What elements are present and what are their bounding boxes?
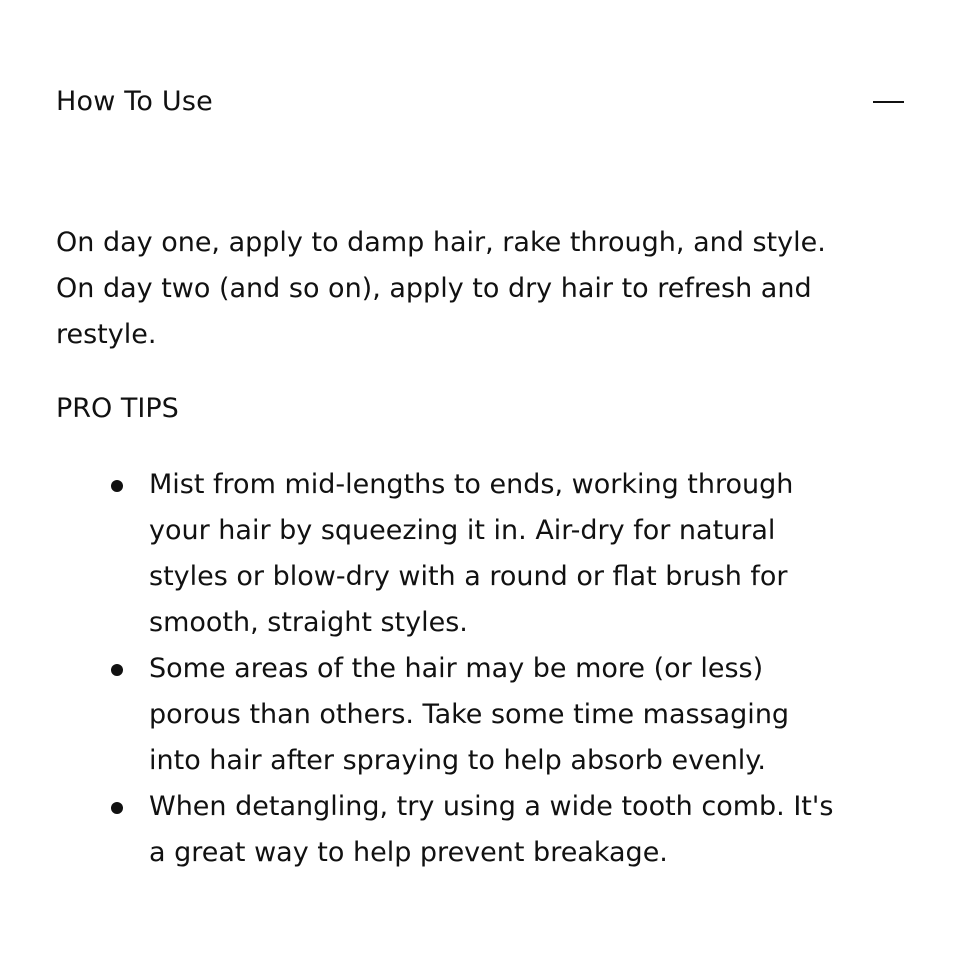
list-item [56, 784, 849, 876]
list-item [56, 462, 849, 646]
bullet-icon [111, 664, 123, 676]
intro-paragraph: On day one, apply to damp hair, rake through, and style. On day two (and so on), apply to dry hair to refresh and restyle. [56, 227, 826, 350]
list-item [56, 646, 849, 784]
collapse-toggle-button[interactable] [872, 86, 904, 118]
minus-icon [873, 101, 904, 103]
accordion-body [56, 220, 886, 876]
tip-text: Some areas of the hair may be more (or less) porous than others. Take some time massaging into hair after spraying to help absorb evenly. [149, 653, 790, 776]
pro-tips-heading: PRO TIPS [56, 393, 179, 424]
tip-text: When detangling, try using a wide tooth comb. It's a great way to help prevent breakage. [149, 791, 834, 868]
accordion-header-how-to-use[interactable] [56, 78, 904, 126]
accordion-title: How To Use [56, 86, 213, 117]
bullet-icon [111, 480, 123, 492]
bullet-icon [111, 802, 123, 814]
tip-text: Mist from mid-lengths to ends, working through your hair by squeezing it in. Air-dry for natural styles or blow-dry with a round or flat brush for smooth, straight styles. [149, 469, 794, 638]
pro-tips-list [56, 462, 886, 876]
